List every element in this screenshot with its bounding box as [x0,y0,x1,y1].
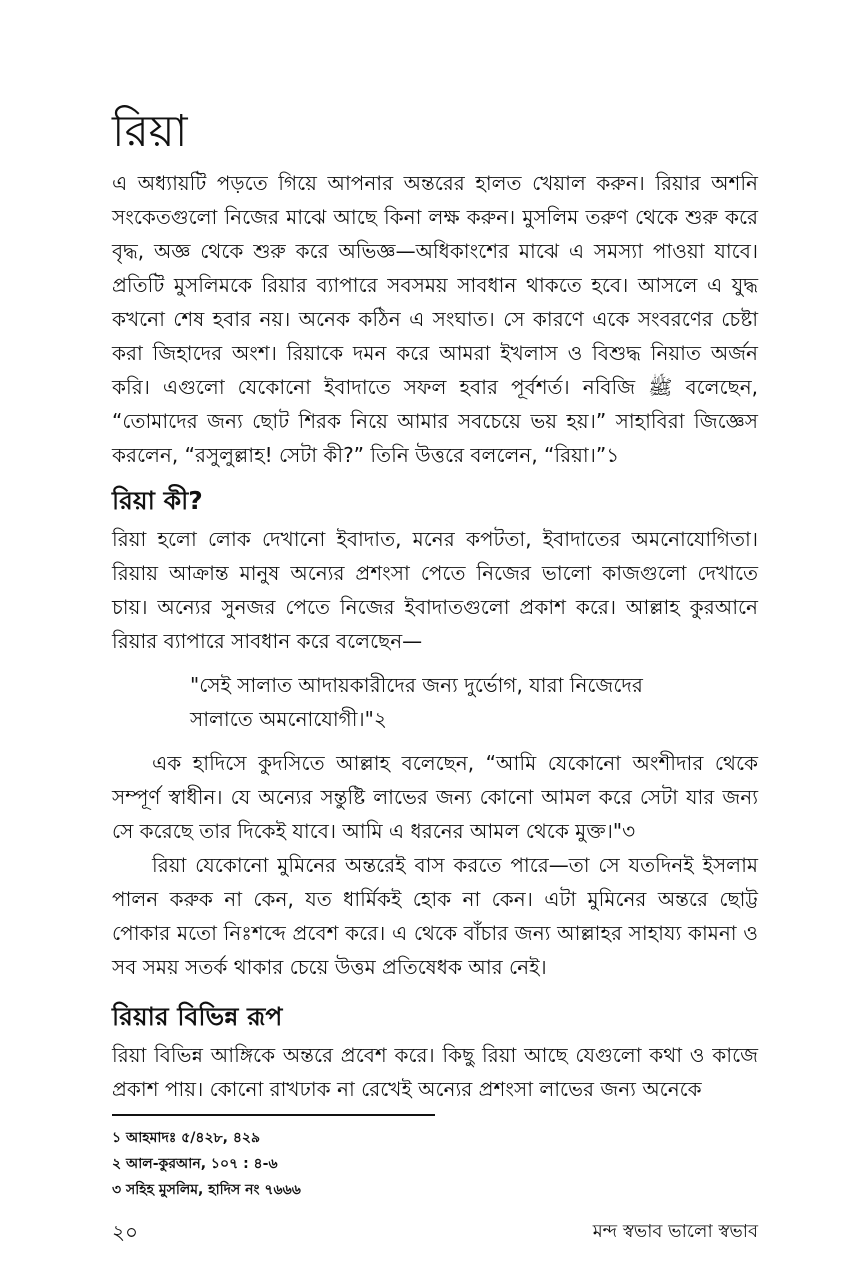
believer-heart-paragraph: রিয়া যেকোনো মুমিনের অন্তরেই বাস করতে পারে—তা সে যতদিনই ইসলাম পালন করুক না কেন, যত ধার্মিকই হোক না কেন। এটা মুমিনের অন্তরে ছোট্ট পোকার মতো নিঃশব্দে প্রবেশ করে। এ থেকে বাঁচার জন্য আল্লাহর সাহায্য কামনা ও সব সময় সতর্ক থাকার চেয়ে উত্তম প্রতিষেধক আর নেই। [112,853,758,979]
footnote-1: ১ আহমাদঃ ৫/৪২৮, ৪২৯ [112,1130,261,1146]
footnote-3: ৩ সহিহ মুসলিম, হাদিস নং ৭৬৬৬ [112,1182,301,1198]
chapter-intro-paragraph: এ অধ্যায়টি পড়তে গিয়ে আপনার অন্তরের হালত খেয়াল করুন। রিয়ার অশনি সংকেতগুলো নিজের মাঝে আছে কিনা লক্ষ করুন। মুসলিম তরুণ থেকে শুরু করে বৃদ্ধ, অজ্ঞ থেকে শুরু করে অভিজ্ঞ—অধিকাংশের মাঝে এ সমস্যা পাওয়া যাবে। প্রতিটি মুসলিমকে রিয়ার ব্যাপারে সবসময় সাবধান থাকতে হবে। আসলে এ যুদ্ধ কখনো শেষ হবার নয়। অনেক কঠিন এ সংঘাত। সে কারণে একে সংবরণের চেষ্টা করা জিহাদের অংশ। রিয়াকে দমন করে আমরা ইখলাস ও বিশুদ্ধ নিয়াত অর্জন করি। এগুলো যেকোনো ইবাদাতে সফল হবার পূর্বশর্ত। নবিজি ﷺ বলেছেন, “তোমাদের জন্য ছোট শিরক নিয়ে আমার সবচেয়ে ভয় হয়।” সাহাবিরা জিজ্ঞেস করলেন, “রসুলুল্লাহ! সেটা কী?” তিনি উত্তরে বললেন, “রিয়া।”১ [112,171,758,467]
forms-paragraph: রিয়া বিভিন্ন আঙ্গিকে অন্তরে প্রবেশ করে। কিছু রিয়া আছে যেগুলো কথা ও কাজে প্রকাশ পায়। কোনো রাখঢাক না রেখেই অন্যের প্রশংসা লাভের জন্য অনেকে [112,1043,758,1101]
chapter-title: রিয়া [112,106,188,157]
quran-quote-line-1: "সেই সালাত আদায়কারীদের জন্য দুর্ভোগ, যারা নিজেদের [190,673,643,697]
page-number: ২০ [112,1220,139,1244]
quran-quote-line-2: সালাতে অমনোযোগী।"২ [190,707,387,731]
section-heading-what-is-riya: রিয়া কী? [112,486,203,515]
running-book-title: মন্দ স্বভাব ভালো স্বভাব [592,1221,758,1242]
footnote-2: ২ আল-কুরআন, ১০৭ : ৪-৬ [112,1156,278,1172]
section-heading-forms-of-riya: রিয়ার বিভিন্ন রূপ [112,1002,283,1031]
footnote-separator [112,1114,435,1116]
definition-paragraph: রিয়া হলো লোক দেখানো ইবাদাত, মনের কপটতা, ইবাদাতের অমনোযোগিতা। রিয়ায় আক্রান্ত মানুষ অন্যের প্রশংসা পেতে নিজের ভালো কাজগুলো দেখাতে চায়। অন্যের সুনজর পেতে নিজের ইবাদাতগুলো প্রকাশ করে। আল্লাহ কুরআনে রিয়ার ব্যাপারে সাবধান করে বলেছেন— [112,527,758,653]
hadith-qudsi-paragraph: এক হাদিসে কুদসিতে আল্লাহ বলেছেন, “আমি যেকোনো অংশীদার থেকে সম্পূর্ণ স্বাধীন। যে অন্যের সন্তুষ্টি লাভের জন্য কোনো আমল করে সেটা যার জন্য সে করেছে তার দিকেই যাবে। আমি এ ধরনের আমল থেকে মুক্ত।"৩ [112,751,758,843]
